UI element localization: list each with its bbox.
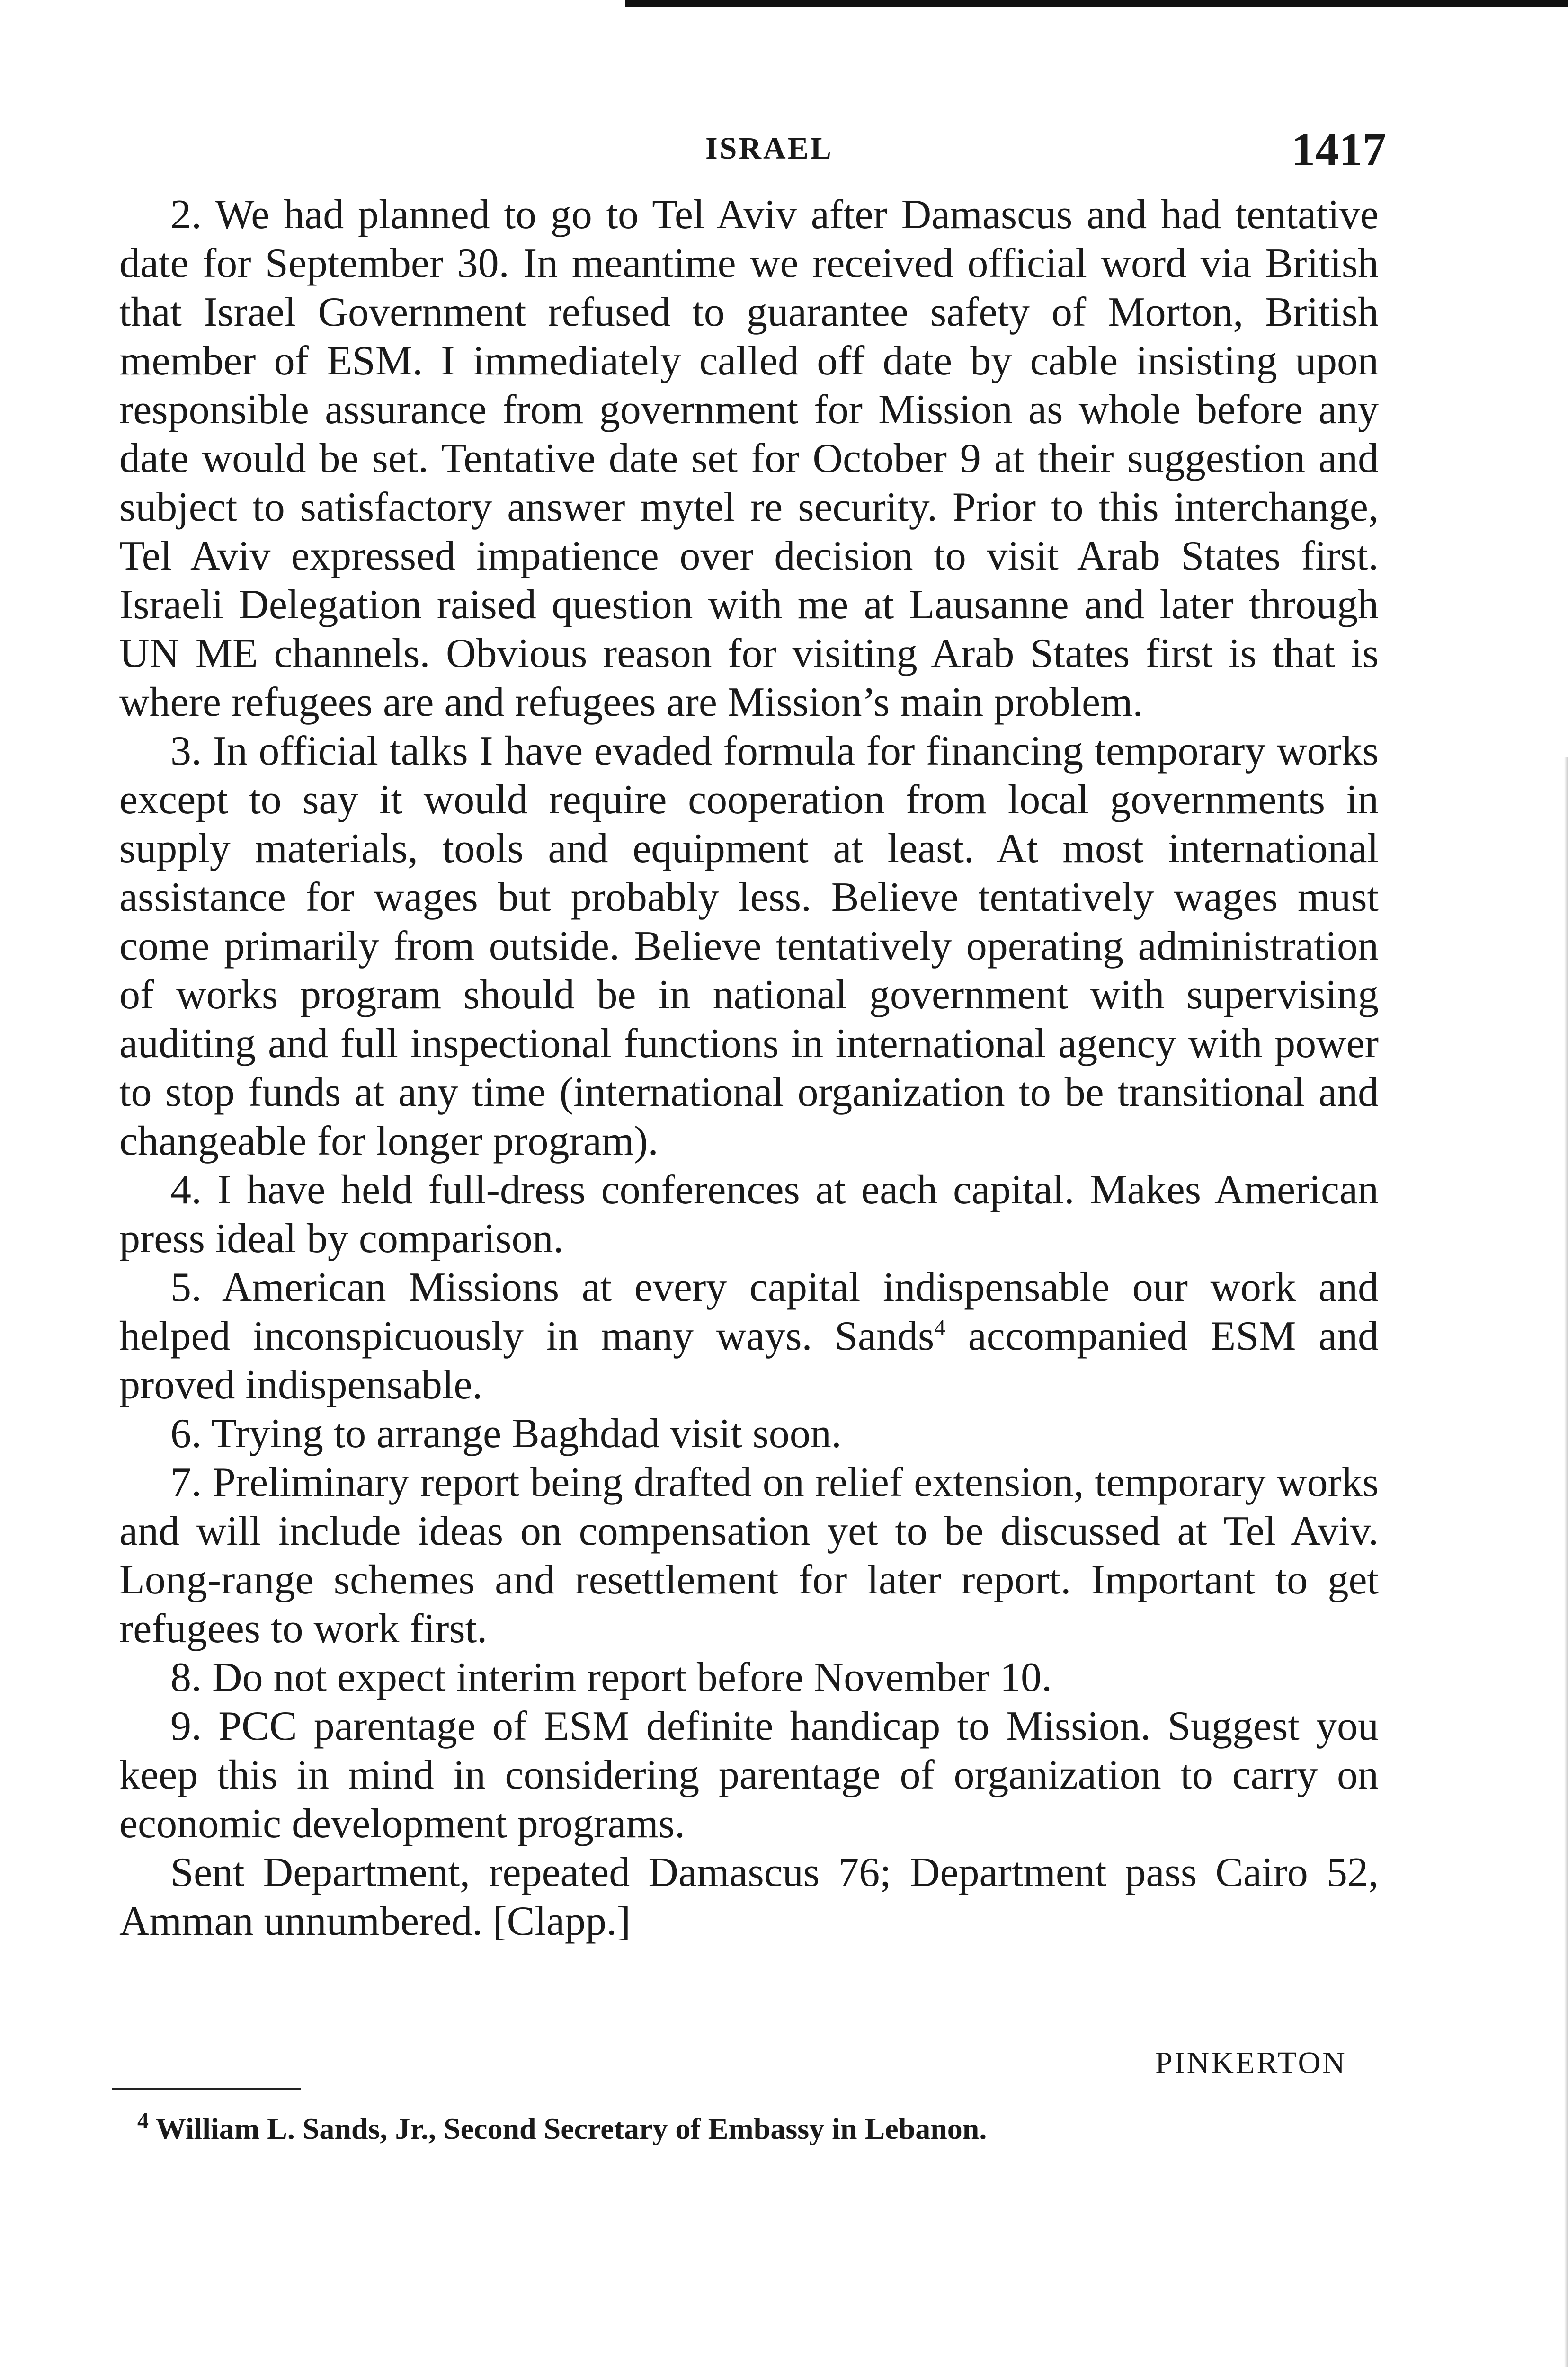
footnote-text: William L. Sands, Jr., Second Secretary of Embassy in Lebanon. [155, 2112, 987, 2145]
paragraph-5-text-a: 5. American Missions at every capital indispensable our work and helped inconspicuously in many ways. Sands [119, 1264, 1379, 1359]
top-border-rule [625, 0, 1568, 7]
page-number: 1417 [1292, 123, 1386, 176]
closing-note: Sent Department, repeated Damascus 76; Department pass Cairo 52, Amman unnumbered. [Clapp.] [119, 1850, 1379, 1944]
paragraph-9: 9. PCC parentage of ESM definite handicap to Mission. Suggest you keep this in mind in considering parentage of organization to carry on economic development programs. [119, 1703, 1379, 1847]
paragraph-2: 2. We had planned to go to Tel Aviv after Damascus and had tentative date for September 30. In meantime we received official word via British that Israel Government refused to guarantee safety of Morton, British member of ESM. I immediately called off date by cable insisting upon responsible assurance from government for Mission as whole before any date would be set. Tentative date set for October 9 at their suggestion and subject to satisfactory answer mytel re security. Prior to this interchange, Tel Aviv expressed impatience over decision to visit Arab States first. Israeli Delegation raised question with me at Lausanne and later through UN ME channels. Obvious reason for visiting Arab States first is that is where refugees are and refugees are Mission’s main problem. [119, 192, 1379, 725]
footnote [137, 2108, 987, 2146]
paragraph-7: 7. Preliminary report being drafted on relief extension, temporary works and will include ideas on compensation yet to be discussed at Tel Aviv. Long-range schemes and resettlement for later report. Important to get refugees to work first. [119, 1459, 1379, 1652]
footnote-reference: 4 [934, 1315, 946, 1341]
running-head: ISRAEL [705, 131, 833, 166]
telegram-body [119, 190, 1379, 1946]
paragraph-3: 3. In official talks I have evaded formula for financing temporary works except to say it would require cooperation from local governments in supply materials, tools and equipment at least. At most international assistance for wages but probably less. Believe tentatively wages must come primarily from outside. Believe tentatively operating administration of works program should be in national government with supervising auditing and full inspectional functions in international agency with power to stop funds at any time (international organization to be transitional and changeable for longer program). [119, 728, 1379, 1164]
paragraph-4: 4. I have held full-dress conferences at each capital. Makes American press ideal by comparison. [119, 1167, 1379, 1262]
signature: PINKERTON [1155, 2046, 1347, 2080]
paragraph-5-text-b: accompanied ESM and proved indispensable. [119, 1313, 1379, 1408]
paragraph-6: 6. Trying to arrange Baghdad visit soon. [170, 1411, 842, 1457]
footnote-marker: 4 [137, 2108, 149, 2134]
paragraph-8: 8. Do not expect interim report before November 10. [170, 1655, 1052, 1700]
footnote-divider [112, 2088, 301, 2090]
paragraph-5 [119, 1263, 1379, 1409]
page-edge-shadow [1564, 757, 1568, 2367]
